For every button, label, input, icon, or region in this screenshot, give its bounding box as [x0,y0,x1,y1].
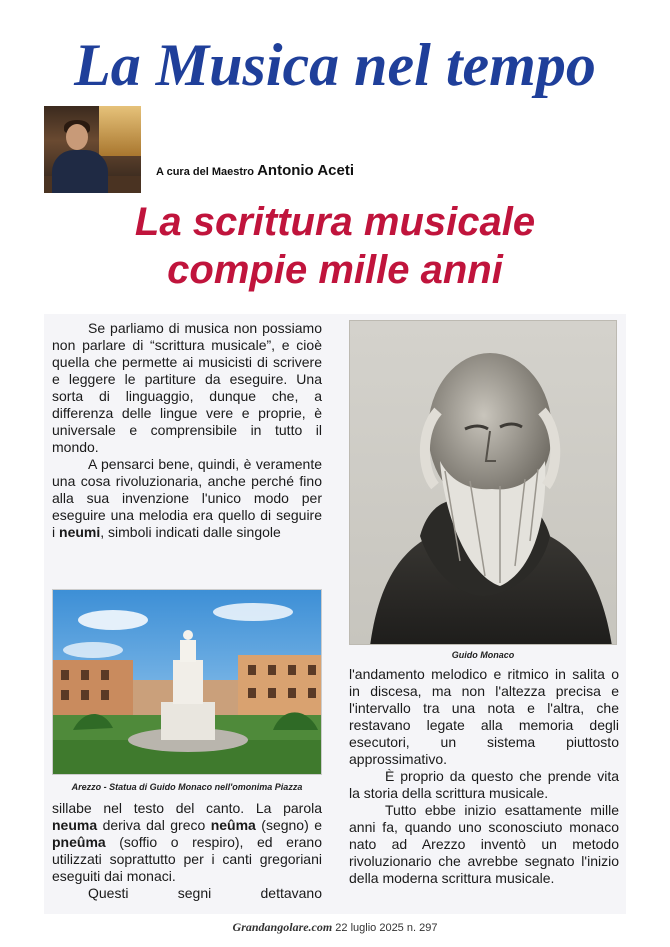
keyword-neumi: neumi [59,524,101,540]
keyword-pneuma: pneûma [52,834,106,850]
piazza-photo [52,589,322,775]
guido-caption: Guido Monaco [451,650,515,660]
headline-line-1: La scrittura musicale [134,200,536,244]
paragraph: Se parliamo di musica non possiamo non parlare di “scrittura musicale”, e cioè quella che permette ai musicisti di scrivere e leggere le partiture da eseguire. Una sorta di linguaggio, dunque che, a differenza delle lingue vere e proprie, è universale e comprensibile in tutto il mondo. [52,320,322,455]
article-column-left-top [52,320,322,541]
paragraph: sillabe nel testo del canto. La parola neuma deriva dal greco neûma (segno) e pneûma (soffio o respiro), ed erano utilizzati soprattutto per i canti gregoriani eseguiti dai monaci. [52,800,322,884]
paragraph: È proprio da questo che prende vita la storia della scrittura musicale. [349,768,619,801]
byline-name: Antonio Aceti [257,162,355,179]
article-column-left-bottom [52,800,322,902]
footer-site: Grandangolare.com [232,920,333,934]
footer-date: 22 luglio 2025 n. 297 [335,922,438,934]
article-headline [0,198,670,294]
paragraph: Questi segni dettavano [88,885,322,901]
paragraph: Tutto ebbe inizio esattamente mille anni fa, quando uno sconosciuto monaco nato ad Arezzo inventò un metodo rivoluzionario che avrebbe segnato l'inizio della moderna scrittura musicale. [349,802,619,886]
page-footer [0,920,670,935]
headline-line-2: compie mille anni [167,248,503,292]
article-column-right [349,666,619,887]
masthead-title: La Musica nel tempo [74,32,596,98]
byline-prefix: A cura del Maestro [156,166,255,178]
byline [156,162,354,179]
paragraph: A pensarci bene, quindi, è veramente una cosa rivoluzionaria, anche perché fino alla sua invenzione l'unico modo per eseguire una melodia era quello di seguire i neumi, simboli indicati dalle singole [52,456,322,540]
paragraph: l'andamento melodico e ritmico in salita o in discesa, ma non l'altezza precisa e l'intervallo tra una nota e l'altra, che restavano legate alla memoria degli esecutori, un sistema piuttosto approssimativo. [349,666,619,767]
keyword-neuma-greek: neûma [210,817,256,833]
guido-monaco-portrait [349,320,617,645]
piazza-caption: Arezzo - Statua di Guido Monaco nell'omonima Piazza [71,782,303,792]
author-photo [44,106,141,193]
keyword-neuma: neuma [52,817,98,833]
